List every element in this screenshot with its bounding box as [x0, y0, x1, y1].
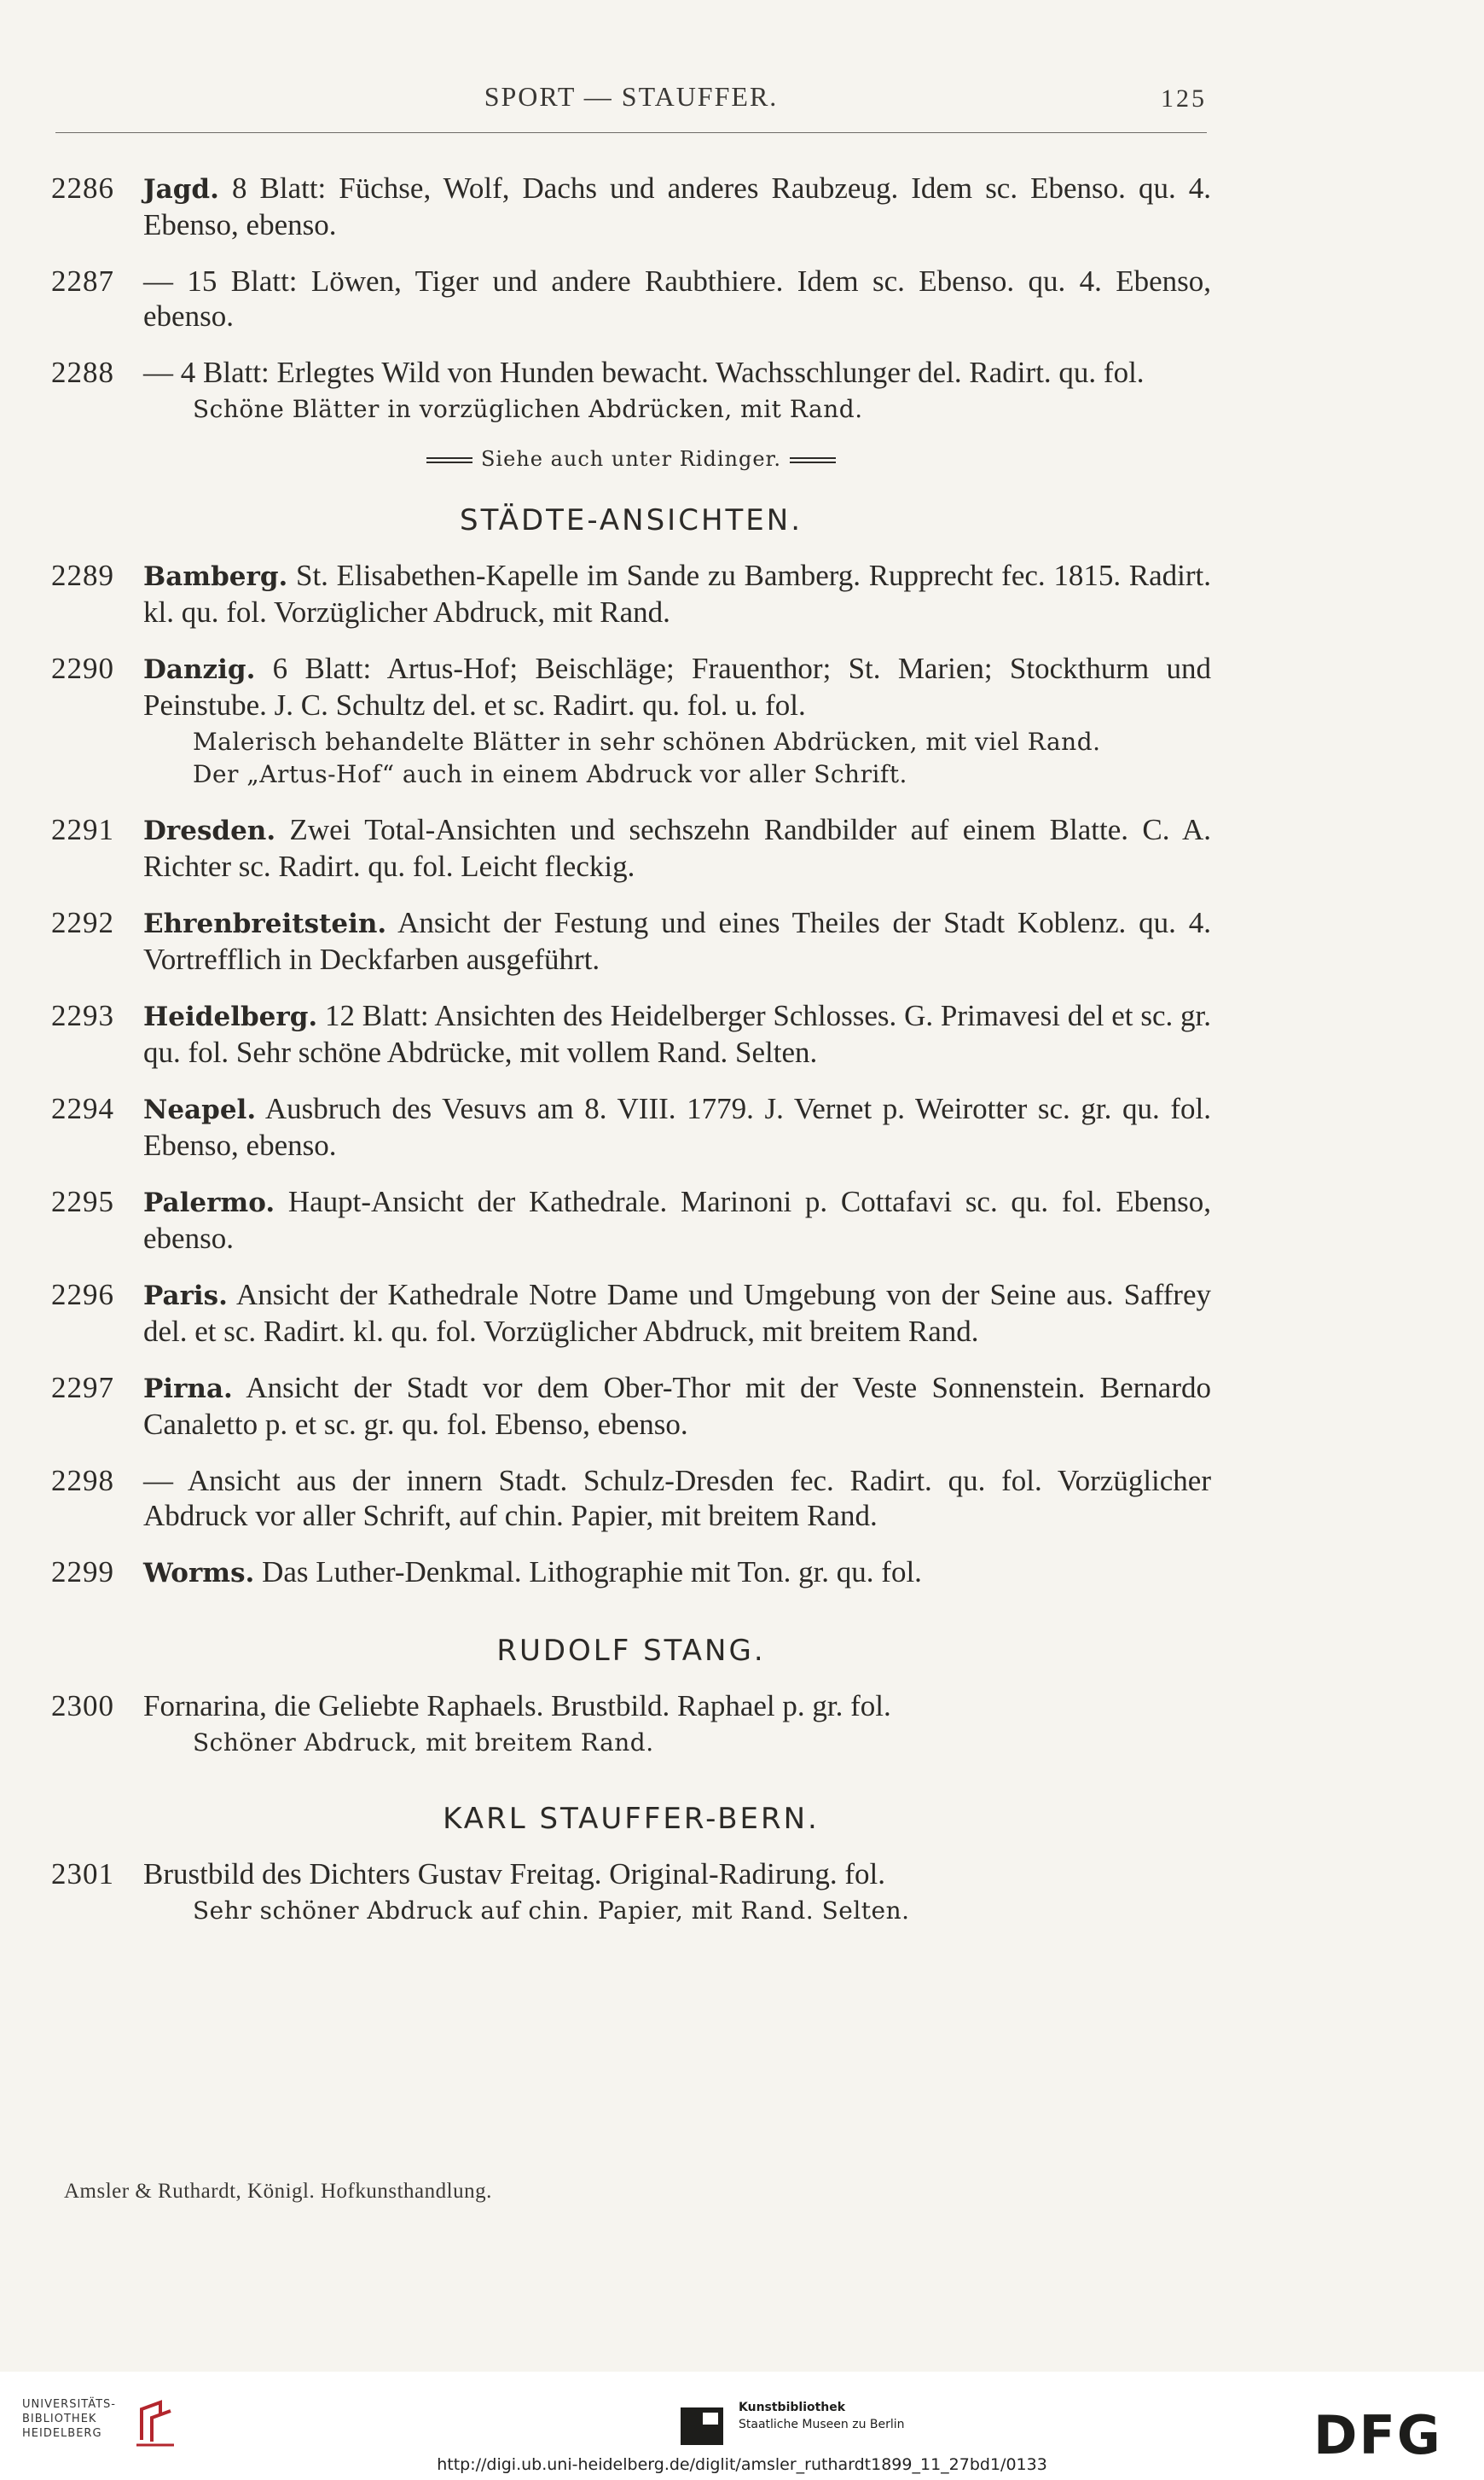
entry-note: Schöner Abdruck, mit breitem Rand. [193, 1728, 654, 1757]
entry-place-name: Jagd. [143, 174, 219, 205]
entry-body [143, 812, 1211, 884]
entry-number: 2291 [51, 813, 114, 846]
catalogue-entry [51, 264, 1211, 334]
entry-text: Haupt-Ansicht der Kathedrale. Marinoni p. Cottafavi sc. qu. fol. Ebenso, ebenso. [143, 1185, 1211, 1255]
catalogue-entry [51, 1277, 1211, 1349]
entry-body [143, 171, 1211, 242]
university-logo-icon [135, 2397, 177, 2448]
entry-number: 2299 [51, 1555, 114, 1588]
university-library-text [22, 2397, 116, 2441]
entry-body [143, 651, 1211, 723]
catalogue-entry [51, 812, 1211, 884]
entry-number: 2301 [51, 1857, 114, 1890]
permalink-url[interactable]: http://digi.ub.uni-heidelberg.de/diglit/amsler_ruthardt1899_11_27bd1/0133 [437, 2455, 1047, 2474]
catalogue-entry [51, 905, 1211, 977]
catalogue-entry [51, 1463, 1211, 1533]
entry-text: 6 Blatt: Artus-Hof; Beischläge; Frauenthor; St. Marien; Stockthurm und Peinstube. J. C. Schultz del. et sc. Radirt. qu. fol. u. fol. [143, 652, 1212, 722]
entry-text: Brustbild des Dichters Gustav Freitag. Original-Radirung. fol. [143, 1857, 885, 1890]
entry-text: 12 Blatt: Ansichten des Heidelberger Schlosses. G. Primavesi del et sc. gr. qu. fol. Sehr schöne Abdrücke, mit vollem Rand. Selten. [143, 999, 1212, 1069]
entry-number: 2297 [51, 1371, 114, 1404]
entry-body [143, 558, 1211, 630]
section-heading-stang: RUDOLF STANG. [496, 1634, 766, 1668]
kb-title: Kunstbibliothek [739, 2401, 846, 2414]
entry-place-name: Worms. [143, 1558, 255, 1588]
entry-text: St. Elisabethen-Kapelle im Sande zu Bamberg. Rupprecht fec. 1815. Radirt. kl. qu. fol. Vorzüglicher Abdruck, mit Rand. [143, 559, 1211, 629]
entry-text: Das Luther-Denkmal. Lithographie mit Ton. gr. qu. fol. [262, 1555, 922, 1588]
entry-place-name: Pirna. [143, 1374, 233, 1404]
entry-body [143, 1554, 1211, 1591]
entry-place-name: Heidelberg. [143, 1002, 318, 1032]
publisher-line: Amsler & Ruthardt, Königl. Hofkunsthandlung. [64, 2180, 492, 2203]
catalogue-entry [51, 1184, 1211, 1256]
entry-text: — Ansicht aus der innern Stadt. Schulz-Dresden fec. Radirt. qu. fol. Vorzüglicher Abdruck vor aller Schrift, auf chin. Papier, mit breitem Rand. [143, 1464, 1211, 1532]
entry-text: Ansicht der Stadt vor dem Ober-Thor mit der Veste Sonnenstein. Bernardo Canaletto p. et sc. gr. qu. fol. Ebenso, ebenso. [143, 1371, 1211, 1441]
uni-line-1: UNIVERSITÄTS- [22, 2398, 116, 2411]
entry-number: 2295 [51, 1185, 114, 1218]
catalogue-entry [51, 558, 1211, 630]
entry-text: Ansicht der Festung und eines Theiles der Stadt Koblenz. qu. 4. Vortrefflich in Deckfarben ausgeführt. [143, 906, 1211, 976]
entry-number: 2289 [51, 559, 114, 592]
section-heading-stauffer: KARL STAUFFER-BERN. [443, 1802, 820, 1836]
kb-subtitle: Staatliche Museen zu Berlin [739, 2418, 905, 2431]
entry-number: 2292 [51, 906, 114, 939]
catalogue-entry [51, 1688, 1211, 1759]
entry-text: Zwei Total-Ansichten und sechszehn Randbilder auf einem Blatte. C. A. Richter sc. Radirt. qu. fol. Leicht fleckig. [143, 813, 1212, 883]
catalogue-entry [51, 1856, 1211, 1927]
uni-line-2: BIBLIOTHEK [22, 2413, 97, 2425]
catalogue-entry [51, 1091, 1211, 1163]
entry-number: 2293 [51, 999, 114, 1032]
entry-note: Malerisch behandelte Blätter in sehr schönen Abdrücken, mit viel Rand. [193, 728, 1101, 756]
entry-text: — 4 Blatt: Erlegtes Wild von Hunden bewacht. Wachsschlunger del. Radirt. qu. fol. [143, 356, 1145, 389]
entry-body [143, 1277, 1211, 1349]
entry-place-name: Palermo. [143, 1188, 275, 1218]
kunstbibliothek-icon [681, 2407, 723, 2445]
entry-place-name: Paris. [143, 1281, 228, 1311]
entry-note: Der „Artus-Hof“ auch in einem Abdruck vor aller Schrift. [193, 760, 907, 788]
entry-text: Ansicht der Kathedrale Notre Dame und Umgebung von der Seine aus. Saffrey del. et sc. Radirt. kl. qu. fol. Vorzüglicher Abdruck, mit breitem Rand. [143, 1278, 1211, 1348]
entry-body [143, 998, 1211, 1070]
dfg-logo: DFG [1313, 2404, 1442, 2466]
page-number: 125 [1161, 84, 1207, 113]
entry-number: 2288 [51, 356, 114, 389]
entries-staedte [51, 558, 1211, 1591]
header-title: SPORT — STAUFFER. [484, 81, 779, 112]
entry-text: — 15 Blatt: Löwen, Tiger und andere Raubthiere. Idem sc. Ebenso. qu. 4. Ebenso, ebenso. [143, 264, 1211, 333]
catalogue-entry [51, 1554, 1211, 1591]
catalogue-entry [51, 1370, 1211, 1442]
see-also-text: Siehe auch unter Ridinger. [480, 447, 782, 471]
entry-body [143, 1184, 1211, 1256]
catalogue-entry [51, 998, 1211, 1070]
entry-body [143, 1463, 1211, 1533]
entry-place-name: Bamberg. [143, 561, 288, 592]
entry-body [143, 1370, 1211, 1442]
entry-body [143, 264, 1211, 334]
catalogue-entry [51, 171, 1211, 242]
catalogue-entry [51, 651, 1211, 791]
entry-place-name: Neapel. [143, 1095, 257, 1125]
entry-number: 2300 [51, 1689, 114, 1722]
double-rule-right [790, 457, 836, 463]
entry-place-name: Dresden. [143, 816, 276, 846]
viewer-footer [0, 2372, 1484, 2480]
entry-number: 2286 [51, 171, 114, 205]
entry-number: 2296 [51, 1278, 114, 1311]
entry-text: 8 Blatt: Füchse, Wolf, Dachs und anderes Raubzeug. Idem sc. Ebenso. qu. 4. Ebenso, ebenso. [143, 171, 1212, 241]
entry-body [143, 905, 1211, 977]
uni-line-3: HEIDELBERG [22, 2427, 102, 2440]
entry-number: 2294 [51, 1092, 114, 1125]
catalogue-content [51, 171, 1211, 1949]
section-heading-staedte: STÄDTE-ANSICHTEN. [459, 503, 803, 537]
see-also-note [51, 447, 1211, 471]
entry-text: Ausbruch des Vesuvs am 8. VIII. 1779. J. Vernet p. Weirotter sc. gr. qu. fol. Ebenso, ebenso. [143, 1092, 1211, 1162]
entry-text: Fornarina, die Geliebte Raphaels. Brustbild. Raphael p. gr. fol. [143, 1689, 891, 1722]
double-rule-left [426, 457, 472, 463]
entry-number: 2298 [51, 1464, 114, 1497]
catalogue-entry [51, 355, 1211, 426]
entry-body [143, 355, 1211, 390]
entry-place-name: Ehrenbreitstein. [143, 909, 387, 939]
entry-place-name: Danzig. [143, 654, 256, 685]
entry-number: 2287 [51, 264, 114, 298]
entry-note: Schöne Blätter in vorzüglichen Abdrücken, mit Rand. [193, 395, 863, 423]
entry-note: Sehr schöner Abdruck auf chin. Papier, mit Rand. Selten. [193, 1896, 910, 1925]
entry-body [143, 1091, 1211, 1163]
running-header [55, 81, 1207, 133]
entries-sport [51, 171, 1211, 426]
entry-number: 2290 [51, 652, 114, 685]
